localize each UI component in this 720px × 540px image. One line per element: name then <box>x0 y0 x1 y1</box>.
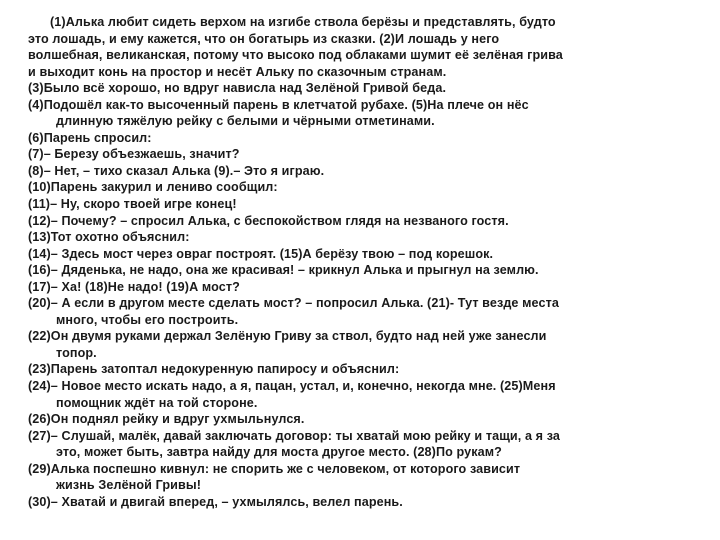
text-line: (16)– Дяденька, не надо, она же красивая! – крикнул Алька и прыгнул на землю. <box>28 263 539 278</box>
text-line: (22)Он двумя руками держал Зелёную Гриву за ствол, будто над ней уже занесли <box>28 329 547 344</box>
text-line: это лошадь, и ему кажется, что он богатырь из сказки. (2)И лошадь у него <box>28 31 500 46</box>
text-line: (7)– Березу объезжаешь, значит? <box>28 147 240 162</box>
text-line: (6)Парень спросил: <box>28 130 152 145</box>
text-line: помощник ждёт на той стороне. <box>56 395 258 410</box>
text-line: жизнь Зелёной Гривы! <box>56 478 202 493</box>
text-line: (27)– Слушай, малёк, давай заключать договор: ты хватай мою рейку и тащи, а я за <box>28 428 561 443</box>
text-line: много, чтобы его построить. <box>56 312 239 327</box>
text-line: топор. <box>56 345 97 360</box>
text-line: (20)– А если в другом месте сделать мост? – попросил Алька. (21)- Тут везде места <box>28 296 559 311</box>
text-line: (24)– Новое место искать надо, а я, пацан, устал, и, конечно, некогда мне. (25)Меня <box>28 379 556 394</box>
text-line: (4)Подошёл как-то высоченный парень в клетчатой рубахе. (5)На плече он нёс <box>28 97 529 112</box>
text-line: (1)Алька любит сидеть верхом на изгибе ствола берёзы и представлять, будто <box>50 15 556 29</box>
text-line: и выходит конь на простор и несёт Альку по сказочным странам. <box>28 64 447 79</box>
text-line: (14)– Здесь мост через овраг построят. (15)А берёзу твою – под корешок. <box>28 246 494 261</box>
text-line: (11)– Ну, скоро твоей игре конец! <box>28 197 237 212</box>
text-line: (13)Тот охотно объяснил: <box>28 230 190 245</box>
text-line: (10)Парень закурил и лениво сообщил: <box>28 180 278 195</box>
text-line: (26)Он поднял рейку и вдруг ухмыльнулся. <box>28 412 305 427</box>
text-line: (8)– Нет, – тихо сказал Алька (9).– Это я играю. <box>28 163 325 178</box>
text-line: длинную тяжёлую рейку с белыми и чёрными отметинами. <box>56 114 435 129</box>
text-line: (17)– Ха! (18)Не надо! (19)А мост? <box>28 279 240 294</box>
text-line: волшебная, великанская, потому что высоко под облаками шумит её зелёная грива <box>28 48 563 63</box>
text-line: (3)Было всё хорошо, но вдруг нависла над Зелёной Гривой беда. <box>28 81 447 96</box>
text-line: (30)– Хватай и двигай вперед, – ухмылялсь, велел парень. <box>28 494 403 509</box>
text-line: это, может быть, завтра найду для моста другое место. (28)По рукам? <box>56 445 502 460</box>
text-line: (12)– Почему? – спросил Алька, с беспокойством глядя на незваного гостя. <box>28 213 509 228</box>
text-line: (23)Парень затоптал недокуренную папиросу и объяснил: <box>28 362 400 377</box>
text-line: (29)Алька поспешно кивнул: не спорить же с человеком, от которого зависит <box>28 461 521 476</box>
